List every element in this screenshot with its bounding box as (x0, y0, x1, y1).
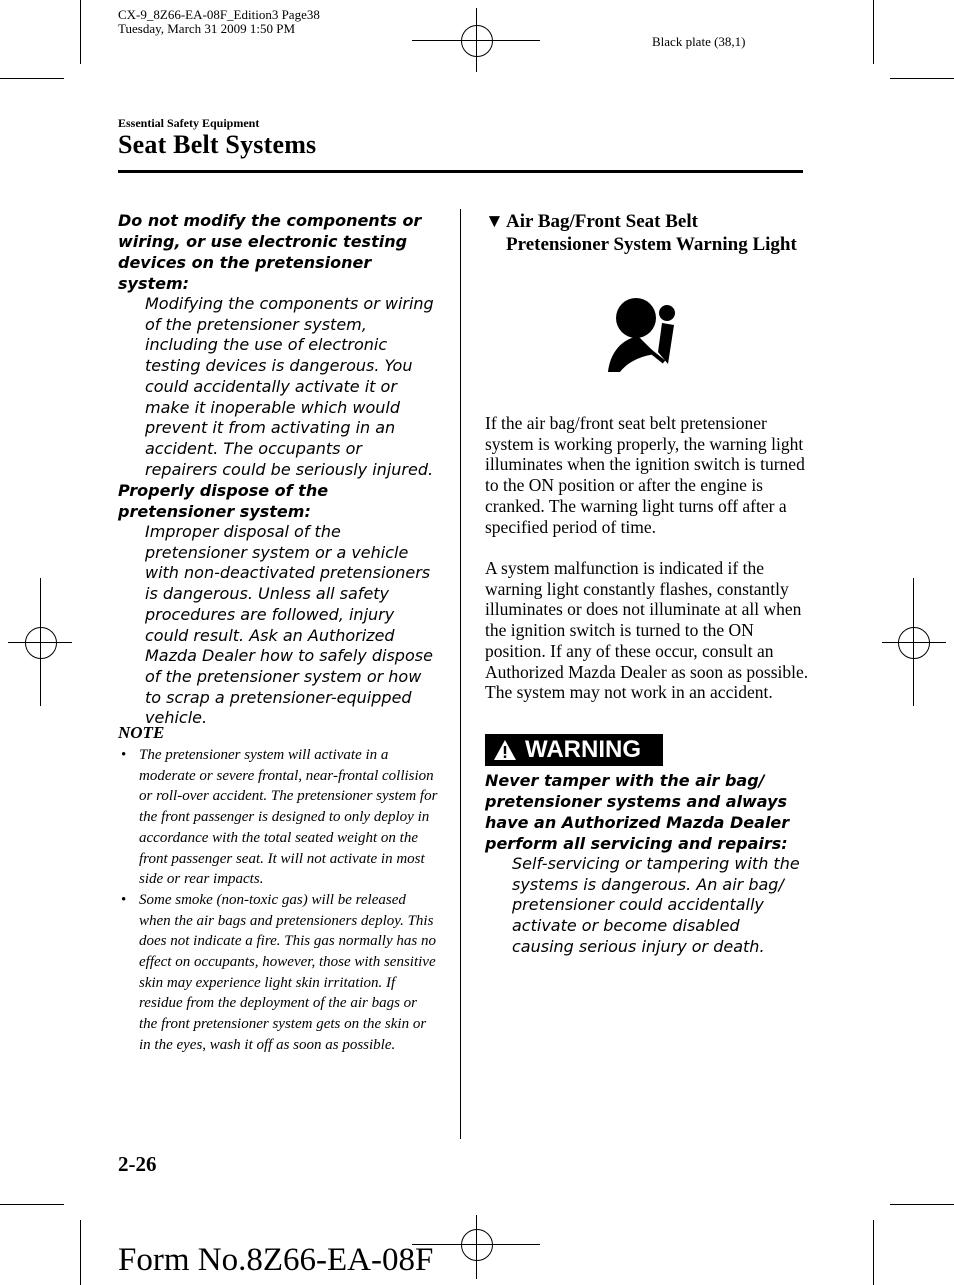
note-item-text: Some smoke (non-toxic gas) will be released when the air bags and pretensioners deploy. This does not indicate a fire. This gas normally has no effect on occupants, however, those with sensitive skin may experience light skin irritation. If residue from the deployment of the air bags or the front pretensioner system gets on the skin or in the eyes, wash it off as soon as possible. (139, 891, 436, 1053)
subsection-heading (485, 210, 815, 256)
warning-label: WARNING (525, 736, 641, 763)
caution-dispose-body: Improper disposal of the pretensioner system or a vehicle with non-deactivated pretensioners is dangerous. Unless all safety procedures are followed, injury could result. Ask an Authorized Mazda Dealer how to safely dispose of the pretensioner system or how to scrap a pretensioner-equipped vehicle. (145, 522, 433, 728)
crop-mark (890, 78, 954, 79)
crop-mark (80, 0, 81, 64)
warning-body: Self-servicing or tampering with the systems is dangerous. An air bag/ pretensioner could accidentally activate or become disabled causing serious injury or death. (512, 854, 800, 956)
caution-dispose-heading: Properly dispose of the pretensioner system: (118, 481, 329, 521)
print-info-line2: Tuesday, March 31 2009 1:50 PM (118, 21, 296, 36)
column-divider (460, 209, 461, 1139)
bullet: • (121, 747, 127, 763)
bullet: • (121, 891, 127, 908)
plate-label: Black plate (38,1) (652, 34, 746, 49)
subsection-heading-line1: Air Bag/Front Seat Belt (506, 211, 698, 232)
airbag-warning-icon (606, 294, 682, 374)
registration-circle-right (898, 627, 930, 659)
note-item-text: The pretensioner system will activate in a moderate or severe frontal, near-frontal collision or roll-over accident. The pretensioner system for the front passenger is designed to only deploy in accordance with the total seated weight on the front passenger seat. It will not activate in most side or rear impacts. (139, 747, 438, 888)
registration-circle-left (25, 627, 57, 659)
subsection-heading-line2: Pretensioner System Warning Light (506, 234, 797, 255)
paragraph-malfunction: A system malfunction is indicated if the warning light constantly flashes, constantly illuminates or does not illuminate at all when the ignition switch is turned to the ON position. If any of these occur, consult an Authorized Mazda Dealer as soon as possible. The system may not work in an accident. (485, 558, 809, 703)
note-heading: NOTE (118, 723, 165, 742)
note-item (118, 890, 438, 1056)
crop-mark (873, 0, 874, 64)
print-info-line1: CX-9_8Z66-EA-08F_Edition3 Page38 (118, 7, 320, 22)
print-info (118, 8, 320, 36)
crop-mark (80, 1220, 81, 1285)
triangle-marker-icon: ▼ (485, 211, 504, 232)
registration-circle-bottom (461, 1229, 493, 1261)
note-list (118, 745, 438, 1056)
title-rule (118, 170, 803, 173)
form-number: Form No.8Z66-EA-08F (118, 1242, 434, 1278)
page-number: 2-26 (118, 1152, 157, 1176)
crop-mark (873, 1220, 874, 1285)
warning-block (485, 770, 803, 958)
section-label: Essential Safety Equipment (118, 116, 260, 130)
crop-mark (0, 78, 64, 79)
paragraph-normal-operation: If the air bag/front seat belt pretensioner system is working properly, the warning light illuminates when the ignition switch is turned to the ON position or after the engine is cranked. The warning light turns off after a specified period of time. (485, 413, 805, 537)
registration-circle-top (461, 25, 493, 57)
caution-modify-body: Modifying the components or wiring of the pretensioner system, including the use of electronic testing devices is dangerous. You could accidentally activate it or make it inoperable which would prevent it from activating in an accident. The occupants or repairers could be seriously injured. (145, 294, 434, 479)
crop-mark (890, 1204, 954, 1205)
warning-heading: Never tamper with the air bag/ pretensioner systems and always have an Authorized Mazda Dealer perform all servicing and repairs: (485, 771, 790, 853)
page-title: Seat Belt Systems (118, 130, 317, 159)
note-item (118, 745, 438, 890)
caution-modify-heading: Do not modify the components or wiring, or use electronic testing devices on the pretensioner system: (118, 211, 422, 293)
warning-triangle-icon (493, 739, 517, 761)
caution-modify-block (118, 210, 438, 480)
warning-badge (485, 734, 663, 766)
crop-mark (0, 1204, 64, 1205)
caution-dispose-block (118, 480, 438, 729)
